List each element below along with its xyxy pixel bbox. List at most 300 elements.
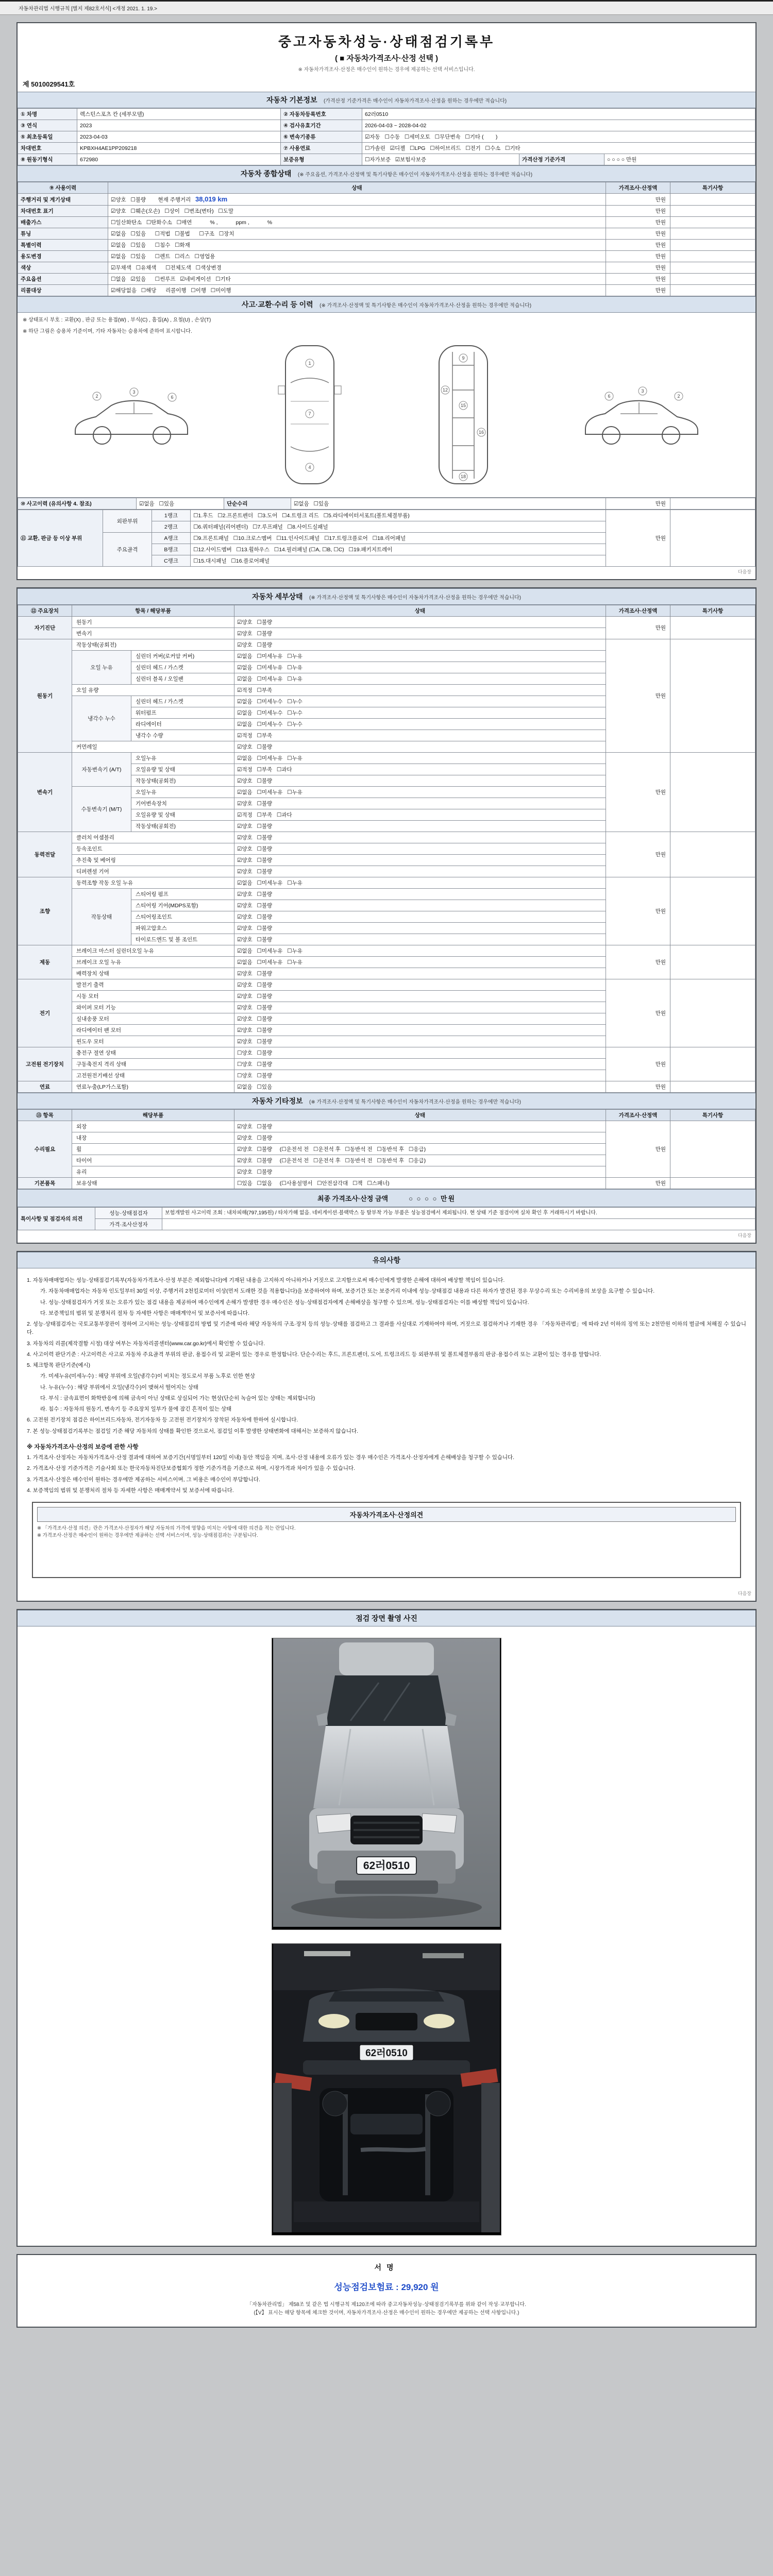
section-box-notice [16, 1251, 757, 1602]
item-label: 윈도우 모터 [72, 1036, 234, 1047]
notice-paragraph: 1. 가격조사·산정자는 자동차가격조사·산정 결과에 대하여 보증기간(서명일부터 120일 이내) 동안 책임을 지며, 조사·산정 내용에 오류가 있는 경우 매수인은 가격조사·산정자에게 손해배상을 청구할 수 있습니다. [27, 1454, 515, 1461]
accident-history-status: ☑없음 ☐있음 [137, 498, 224, 510]
note-cell [670, 228, 755, 240]
price-cell: 만원 [606, 206, 670, 217]
item-label: 원동기 [72, 617, 234, 628]
notice-paragraph: 1. 자동차매매업자는 성능·상태점검기록부(자동차가격조사·산정 부분은 제외합니다)에 기재된 내용을 고지하지 아니하거나 거짓으로 고지함으로써 매수인에게 발생한 손해에 대하여 배상할 책임이 있습니다. [27, 1277, 505, 1283]
svg-text:12: 12 [442, 387, 448, 393]
panel-exchange-table [18, 510, 755, 567]
panel-group-label: 주요골격 [103, 533, 152, 567]
note-cell [670, 285, 755, 296]
sub-group-label: 오일 누유 [72, 651, 131, 685]
field-value: 렉스턴스포츠 칸 (세부모델) [77, 109, 281, 120]
svg-text:18: 18 [460, 474, 466, 479]
price-opinion-empty-area [37, 1540, 736, 1573]
price-cell: 만원 [606, 832, 670, 877]
device-label: 동력전달 [18, 832, 72, 877]
car-headlight-right [421, 1814, 457, 1833]
status-cell: ☑양호 ☐불량 [234, 1036, 606, 1047]
status-cell: ☑없음 ☐미세누유 ☐누유 [234, 877, 606, 889]
car-windshield [326, 1675, 447, 1726]
simple-repair-status: ☑없음 ☐있음 [291, 498, 606, 510]
device-label: 원동기 [18, 639, 72, 753]
field-value: 672980 [77, 154, 281, 165]
item-label: 내장 [72, 1132, 234, 1144]
rank-label: C랭크 [152, 555, 191, 567]
item-label: 실내송풍 모터 [72, 1013, 234, 1025]
notice-paragraph-list [27, 1276, 746, 1435]
section-overall-title [18, 165, 755, 182]
usage-history-label: 주요옵션 [18, 274, 108, 285]
status-cell: ☑양호 ☐불량 [234, 1121, 606, 1132]
item-label: 발전기 출력 [72, 979, 234, 991]
inspection-photo-front-image [272, 1638, 501, 1927]
basic-info-table [18, 108, 755, 165]
status-cell: ☑없음 ☐미세누수 ☐누수 [234, 696, 606, 707]
item-label: 변속기 [72, 628, 234, 639]
status-text: ☑양호 ☐훼손(오손) ☐상이 ☐변조(변타) ☐도말 [111, 208, 234, 214]
usage-history-label: 색상 [18, 262, 108, 274]
sub-group-label: 수동변속기 (M/T) [72, 787, 131, 832]
next-page-mark: 다음장 [737, 1233, 751, 1238]
section-accident-title [18, 296, 755, 313]
signature-heading: 서명 [374, 2263, 399, 2272]
price-opinion-box-title: 자동차가격조사·산정의견 [37, 1507, 736, 1522]
section-title-text: 점검 장면 촬영 사진 [356, 1614, 417, 1622]
section-title-note: (※ 주요옵션, 가격조사·산정액 및 특기사항은 매수인이 자동차가격조사·산정을 원하는 경우에만 적습니다) [297, 172, 533, 178]
item-label: 충전구 절연 상태 [72, 1047, 234, 1059]
field-value: ☑자동 ☐수동 ☐세미오토 ☐무단변속 ☐기타 ( ) [362, 131, 755, 143]
notice-paragraph: 6. 고전원 전기장치 점검은 하이브리드자동차, 전기자동차 등 고전원 전기장치가 장착된 자동차에 한하여 실시합니다. [27, 1417, 298, 1423]
status-cell [108, 228, 606, 240]
price-guarantee-paragraph-list [27, 1453, 746, 1495]
column-header: ⑨ 사용이력 [18, 182, 108, 194]
document-number: 제 5010029541호 [23, 80, 75, 88]
car-oil-pan [350, 2114, 423, 2134]
section-notice-title [18, 1252, 755, 1268]
item-label: 라디에이터 팬 모터 [72, 1025, 234, 1036]
inspection-photo-underbody [272, 1943, 501, 2235]
field-label: 보증유형 [281, 154, 362, 165]
car-headlight-left [318, 2014, 349, 2028]
notice-paragraph: 3. 자동차의 리콜(제작결함 시정) 대상 여부는 자동차리콜센터(www.car.go.kr)에서 확인할 수 있습니다. [27, 1340, 265, 1347]
status-cell: ☑없음 ☐미세누수 ☐누수 [234, 719, 606, 730]
notice-paragraph: 3. 가격조사·산정은 매수인이 원하는 경우에만 제공하는 서비스이며, 그 비용은 매수인이 부담합니다. [27, 1476, 260, 1483]
item-label: 고전원전기배선 상태 [72, 1070, 234, 1081]
item-label: 파워고압호스 [131, 923, 234, 934]
svg-text:6: 6 [608, 394, 611, 399]
car-wheel [426, 2091, 450, 2116]
exchange-panel-label: ⑪ 교환, 판금 등 이상 부위 [18, 510, 103, 567]
price-cell: 만원 [606, 194, 670, 206]
price-opinion-box-note: ※ 「가격조사·산정 의견」란은 가격조사·산정자가 해당 자동차의 가격에 영향을 미치는 사항에 대한 의견을 적는 란입니다. [37, 1526, 296, 1532]
status-cell: ☑없음 ☐미세누수 ☐누수 [234, 707, 606, 719]
field-label: 차대번호 [18, 143, 77, 154]
column-header: 가격조사·산정액 [606, 1110, 670, 1121]
item-label: 동력조향 작동 오일 누유 [72, 877, 234, 889]
item-label: 냉각수 수량 [131, 730, 234, 741]
device-label: 변속기 [18, 753, 72, 832]
device-label: 자기진단 [18, 617, 72, 639]
item-label: 실린더 커버(로커암 커버) [131, 651, 234, 662]
status-text: ☑없음 ☐있음 ☐침수 ☐화재 [111, 242, 190, 248]
rank-items: ☐12.사이드멤버 ☐13.휠하우스 ☐14.필러패널 (☐A, ☐B, ☐C) ☐19.패키지트레이 [191, 544, 606, 555]
vehicle-top-diagram-icon [271, 341, 348, 490]
shop-floor [294, 2201, 479, 2222]
status-cell: ☐양호 ☐불량 [234, 1070, 606, 1081]
vehicle-side-right-diagram-icon [578, 341, 707, 490]
rank-label: 2랭크 [152, 521, 191, 533]
form-subtitle-note: ※ 자동차가격조사·산정은 매수인이 원하는 경우에 제공하는 선택 서비스입니다. [298, 67, 475, 73]
form-title: 중고자동차성능·상태점검기록부 [278, 34, 495, 49]
field-value: 62러0510 [362, 109, 755, 120]
column-header: ⑫ 주요장치 [18, 605, 72, 617]
status-cell: ☑양호 ☐불량 [234, 775, 606, 787]
item-label: 라디에이터 [131, 719, 234, 730]
item-label: 작동상태(공회전) [72, 639, 234, 651]
section-title-text: 사고·교환·수리 등 이력 [241, 300, 313, 309]
note-cell [670, 1121, 755, 1178]
notice-paragraph: 4. 보증책임의 범위 및 분쟁처리 절차 등 자세한 사항은 매매계약서 및 보증서에 따릅니다. [27, 1487, 234, 1494]
svg-text:3: 3 [132, 389, 136, 395]
status-cell: ☐양호 ☐불량 [234, 1047, 606, 1059]
usage-history-label: 리콜대상 [18, 285, 108, 296]
item-label: 작동상태(공회전) [131, 821, 234, 832]
inspector-opinion-text [162, 1219, 755, 1230]
section-title-text: 자동차 종합상태 [240, 170, 292, 178]
price-cell: 만원 [606, 285, 670, 296]
section-photos-title [18, 1610, 755, 1626]
car-bumper [303, 2060, 470, 2075]
item-label: 스티어링조인트 [131, 911, 234, 923]
vehicle-damage-diagrams [18, 335, 755, 498]
price-cell: 만원 [606, 877, 670, 945]
column-header: 가격조사·산정액 [606, 605, 670, 617]
sub-group-label: 냉각수 누수 [72, 696, 131, 741]
note-cell [670, 194, 755, 206]
field-label: ⑤ 최초등록일 [18, 131, 77, 143]
section-title-text: 유의사항 [372, 1256, 401, 1264]
car-roof [339, 1642, 434, 1675]
status-cell: ☑양호 ☐불량 [234, 968, 606, 979]
device-label: 조향 [18, 877, 72, 945]
next-page-mark: 다음장 [737, 1590, 751, 1596]
status-cell: ☑양호 ☐불량 [234, 843, 606, 855]
section-basic-title [18, 92, 755, 108]
signature-section [16, 2254, 757, 2328]
status-cell [108, 251, 606, 262]
notice-paragraph: 5. 체크항목 판단기준(예시) [27, 1362, 91, 1369]
status-cell: ☑없음 ☐있음 [234, 1081, 606, 1093]
status-cell: ☑양호 ☐불량 (☐운전석 전 ☐운전석 후 ☐동반석 전 ☐동반석 후 ☐응급) [234, 1144, 606, 1155]
inspector-role-label: 성능·상태점검자 [95, 1208, 162, 1219]
item-label: 구동축전지 격리 상태 [72, 1059, 234, 1070]
status-text: ☑없음 ☐있음 ☐적법 ☐불법 ☐구조 ☐장치 [111, 231, 234, 237]
inspection-photo-underbody-image [272, 1944, 501, 2232]
car-grille [356, 2013, 417, 2030]
status-cell: ☑양호 ☐불량 [234, 923, 606, 934]
column-header: 상태 [234, 605, 606, 617]
price-cell: 만원 [606, 1121, 670, 1178]
price-cell: 만원 [606, 979, 670, 1047]
section-box-photos [16, 1609, 757, 2247]
item-label: 와이퍼 모터 기능 [72, 1002, 234, 1013]
svg-text:6: 6 [171, 395, 174, 400]
item-label: 오일유량 및 상태 [131, 809, 234, 821]
item-label: 타이로드엔드 및 볼 조인트 [131, 934, 234, 945]
section-box-detail [16, 587, 757, 1244]
notice-paragraph: 2. 가격조사·산정 기준가격은 기술사회 또는 한국자동차진단보증협회가 정한 기준가격을 기준으로 하며, 시장가격과 차이가 있을 수 있습니다. [27, 1465, 356, 1472]
item-label: 타이어 [72, 1155, 234, 1166]
note-cell [670, 240, 755, 251]
svg-text:9: 9 [462, 355, 465, 361]
status-cell: ☑적정 ☐부족 [234, 730, 606, 741]
status-cell: ☑양호 ☐불량 [234, 821, 606, 832]
car-headlight-left [316, 1814, 352, 1833]
field-label: ① 차명 [18, 109, 77, 120]
note-cell [670, 945, 755, 979]
status-text: ☑양호 ☐불량 현재 주행거리 [111, 197, 196, 203]
column-header: 상태 [108, 182, 606, 194]
mileage-value: 38,019 km [195, 195, 228, 203]
usage-history-label: 배출가스 [18, 217, 108, 228]
status-cell: ☑양호 ☐불량 [234, 911, 606, 923]
status-cell: ☑없음 ☐미세누유 ☐누유 [234, 673, 606, 685]
insurance-fee-value: 29,920 원 [401, 2282, 439, 2292]
price-cell: 만원 [606, 1047, 670, 1081]
status-cell: ☑없음 ☐미세누유 ☐누유 [234, 662, 606, 673]
status-cell: ☑없음 ☐미세누유 ☐누유 [234, 753, 606, 764]
note-cell [670, 1081, 755, 1093]
inspector-opinion-table [18, 1207, 755, 1230]
item-label: 커먼레일 [72, 741, 234, 753]
status-cell: ☑양호 ☐불량 [234, 979, 606, 991]
status-cell: ☑적정 ☐부족 ☐과다 [234, 764, 606, 775]
status-cell: ☑양호 ☐불량 [234, 1166, 606, 1178]
note-cell [670, 877, 755, 945]
item-label: 보유상태 [72, 1178, 234, 1189]
status-cell: ☐양호 ☐불량 [234, 1059, 606, 1070]
legal-footer-line: 「자동차관리법」 제58조 및 같은 법 시행규칙 제120조에 따라 중고자동차성능·상태점검기록부를 위와 같이 작성·교부합니다. [247, 2301, 526, 2308]
field-label: ⑥ 변속기종류 [281, 131, 362, 143]
status-cell: ☑양호 ☐불량 [234, 628, 606, 639]
car-windshield [329, 1991, 444, 2002]
svg-text:3: 3 [641, 388, 644, 394]
status-text: ☑무채색 ☐유채색 ☐전체도색 ☐색상변경 [111, 265, 222, 271]
column-header: 가격조사·산정액 [606, 182, 670, 194]
status-text: ☐일산화탄소 ☐탄화수소 ☐매연 % , ppm , % [111, 219, 273, 226]
ceiling-light [304, 1951, 350, 1956]
note-cell [670, 1178, 755, 1189]
simple-repair-label: 단순수리 [224, 498, 291, 510]
field-value: ☐자가보증 ☑보험사보증 [362, 154, 519, 165]
notice-paragraph: 2. 성능·상태점검자는 국토교통부장관이 정하여 고시하는 성능·상태점검의 방법 및 기준에 따라 해당 자동차의 구조·장치 등의 성능·상태를 점검하고 그 결과를 사실대로 기재하여야 하며, 거짓으로 점검하거나 기재한 경우 「자동차관리법」에 따라 2년 이하의 징역 또는 2천만원 이하의 벌금에 처해질 수 있습니다. [27, 1321, 746, 1336]
field-value: 2023 [77, 120, 281, 131]
overall-condition-table [18, 182, 755, 296]
status-text: ☑없음 ☐있음 ☐렌트 ☐리스 ☐영업용 [111, 253, 215, 260]
field-label: ③ 연식 [18, 120, 77, 131]
accident-history-table [18, 498, 755, 510]
column-header: ⑬ 항목 [18, 1110, 72, 1121]
status-cell [108, 262, 606, 274]
status-cell: ☑없음 ☐미세누유 ☐누유 [234, 651, 606, 662]
note-cell [670, 262, 755, 274]
item-label: 외장 [72, 1121, 234, 1132]
note-cell [670, 251, 755, 262]
price-cell: 만원 [606, 617, 670, 639]
note-cell [670, 753, 755, 832]
status-cell: ☑양호 ☐불량 [234, 741, 606, 753]
status-cell: ☑적정 ☐부족 [234, 685, 606, 696]
status-cell: ☑양호 ☐불량 [234, 934, 606, 945]
item-label: 오일 유량 [72, 685, 234, 696]
lift-column-left [273, 2083, 292, 2232]
status-cell: ☑없음 ☐미세누유 ☐누유 [234, 957, 606, 968]
item-label: 기어변속장치 [131, 798, 234, 809]
inspection-photo-front [272, 1638, 501, 1930]
field-value: KPBXH4AE1PP209218 [77, 143, 281, 154]
rank-label: A랭크 [152, 533, 191, 544]
vehicle-side-left-diagram-icon [66, 341, 195, 490]
license-plate-number: 62러0510 [363, 1859, 410, 1872]
item-label: 워터펌프 [131, 707, 234, 719]
svg-text:16: 16 [478, 430, 484, 435]
svg-text:2: 2 [95, 394, 98, 399]
item-label: 연료누출(LP가스포함) [72, 1081, 234, 1093]
insurance-fee-label: 성능점검보험료 : [334, 2282, 399, 2292]
final-price-label: 최종 가격조사·산정 금액 [317, 1195, 389, 1202]
item-label: 브레이크 오일 누유 [72, 957, 234, 968]
item-label: 클러치 어셈블리 [72, 832, 234, 843]
status-cell: ☑양호 ☐불량 [234, 1013, 606, 1025]
note-cell [670, 274, 755, 285]
item-label: 디퍼렌셜 기어 [72, 866, 234, 877]
status-cell: ☑양호 ☐불량 [234, 617, 606, 628]
section-detail-title [18, 588, 755, 605]
status-text: ☑해당없음 ☐해당 리콜이행 ☐이행 ☐미이행 [111, 287, 231, 294]
status-cell: ☑양호 ☐불량 [234, 991, 606, 1002]
next-page-mark: 다음장 [737, 569, 751, 574]
status-cell: ☑양호 ☐불량 [234, 1132, 606, 1144]
damage-code-legend: ※ 상태표시 부호 : 교환(X) , 판금 또는 용접(W) , 부식(C) , 흠집(A) , 요철(U) , 손상(T) [23, 317, 211, 323]
column-header: 특기사항 [670, 1110, 755, 1121]
note-cell [670, 498, 755, 510]
rank-items: ☐15.대시패널 ☐16.플로어패널 [191, 555, 606, 567]
sub-group-label: 자동변속기 (A/T) [72, 753, 131, 787]
price-opinion-box [32, 1502, 741, 1578]
item-label: 등속조인트 [72, 843, 234, 855]
field-label: ⑦ 사용연료 [281, 143, 362, 154]
item-label: 실린더 헤드 / 가스켓 [131, 696, 234, 707]
price-cell: 만원 [606, 1081, 670, 1093]
svg-text:7: 7 [308, 411, 311, 416]
notice-paragraph: 다. 보증책임의 범위 및 분쟁처리 절차 등 자세한 사항은 매매계약서 및 보증서에 따릅니다. [40, 1310, 249, 1316]
inspector-role-label: 가격·조사산정자 [95, 1219, 162, 1230]
status-cell [108, 194, 606, 206]
svg-text:15: 15 [460, 403, 466, 408]
usage-history-label: 튜닝 [18, 228, 108, 240]
item-label: 실린더 블록 / 오일팬 [131, 673, 234, 685]
car-wheel [323, 2091, 347, 2116]
status-cell: ☑양호 ☐불량 [234, 798, 606, 809]
note-cell [670, 979, 755, 1047]
status-cell: ☑양호 ☐불량 [234, 889, 606, 900]
rank-items: ☐9.프론트패널 ☐10.크로스멤버 ☐11.인사이드패널 ☐17.트렁크플로어 ☐18.리어패널 [191, 533, 606, 544]
status-cell [108, 240, 606, 251]
status-cell [108, 217, 606, 228]
note-cell [670, 639, 755, 753]
svg-text:2: 2 [677, 394, 680, 399]
svg-text:4: 4 [308, 465, 311, 470]
item-label: 휠 [72, 1144, 234, 1155]
item-label: 실린더 헤드 / 가스켓 [131, 662, 234, 673]
car-exhaust-pipe [361, 2149, 426, 2150]
item-label: 작동상태(공회전) [131, 775, 234, 787]
field-label: 가격산정 기준가격 [519, 154, 604, 165]
price-cell: 만원 [606, 251, 670, 262]
usage-history-label: 특별이력 [18, 240, 108, 251]
status-cell [108, 285, 606, 296]
status-cell: ☑양호 ☐불량 [234, 900, 606, 911]
note-cell [670, 1047, 755, 1081]
final-price-band [18, 1189, 755, 1207]
inspection-insurance-fee [28, 2280, 745, 2293]
section-title-text: 자동차 기본정보 [266, 96, 317, 104]
sub-group-label: 작동상태 [72, 889, 131, 945]
item-label: 오일누유 [131, 787, 234, 798]
detail-condition-table [18, 605, 755, 1093]
price-cell: 만원 [606, 274, 670, 285]
price-cell: 만원 [606, 753, 670, 832]
notice-paragraph: 다. 부식 : 금속표면이 화학반응에 의해 금속이 아닌 상태로 상실되어 가는 현상(단순히 녹슬어 있는 상태는 제외합니다) [40, 1395, 315, 1401]
svg-text:1: 1 [308, 361, 311, 366]
notice-paragraph: 7. 본 성능·상태점검기록부는 점검일 기준 해당 자동차의 상태를 확인한 것으로서, 점검일 이후 발생한 상태변화에 대해서는 보증하지 않습니다. [27, 1428, 358, 1434]
section-title-note: (※ 가격조사·산정액 및 특기사항은 매수인이 자동차가격조사·산정을 원하는 경우에만 적습니다) [309, 1099, 522, 1105]
status-cell [108, 206, 606, 217]
section-title-text: 자동차 세부상태 [251, 592, 303, 601]
form-law-reference: 자동차관리법 시행규칙 [별지 제82호서식] <개정 2021. 1. 19.> [0, 0, 773, 15]
usage-history-label: 차대번호 표기 [18, 206, 108, 217]
accident-history-label: ⑩ 사고이력 (유의사항 4. 참조) [18, 498, 137, 510]
notice-paragraph: 나. 성능·상태점검자가 거짓 또는 오류가 있는 점검 내용을 제공하여 매수인에게 손해가 발생한 경우 매수인은 성능·상태점검자에게 손해배상을 청구할 수 있으며, 성능·상태점검자는 이를 배상할 책임이 있습니다. [40, 1299, 529, 1306]
status-cell: ☑양호 ☐불량 [234, 639, 606, 651]
field-label: ④ 검사유효기간 [281, 120, 362, 131]
price-cell: 만원 [606, 262, 670, 274]
lift-column-right [481, 2083, 500, 2232]
form-header [18, 23, 755, 77]
price-cell: 만원 [606, 228, 670, 240]
license-plate-number: 62러0510 [365, 2047, 408, 2059]
status-cell: ☑적정 ☐부족 ☐과다 [234, 809, 606, 821]
item-label: 오일유량 및 상태 [131, 764, 234, 775]
usage-history-label: 주행거리 및 계기상태 [18, 194, 108, 206]
section-box-main [16, 22, 757, 580]
note-cell [670, 832, 755, 877]
price-cell: 만원 [606, 639, 670, 753]
item-label: 배력장치 상태 [72, 968, 234, 979]
notice-paragraph: 가. 자동차매매업자는 자동차 인도일부터 30일 이상, 주행거리 2천킬로미터 이상(먼저 도래한 것을 적용합니다)을 보증하여야 하며, 보증기간 또는 보증거리 이내에 성능·상태점검 내용과 다른 하자가 발견된 경우 무상수리 또는 수리비용의 보상을 요구할 수 있습니다. [40, 1288, 655, 1295]
field-label: ⑧ 원동기형식 [18, 154, 77, 165]
section-title-text: 자동차 기타정보 [251, 1097, 303, 1105]
price-opinion-box-note: ※ 가격조사·산정은 매수인이 원하는 경우에만 제공하는 선택 서비스이며, 성능·상태점검과는 구분됩니다. [37, 1533, 258, 1539]
special-notes-label: 특이사항 및 점검자의 의견 [18, 1208, 95, 1230]
status-cell [108, 274, 606, 285]
price-cell: 만원 [606, 217, 670, 228]
inspector-opinion-text: 보험개발원 사고이력 조회 : 내차피해(797,195원) / 타차가해 없음. 네비게이션·블랙박스 등 탈부착 가능 부품은 성능점검에서 제외됩니다. 현 상태 기준 점검이며 실차 확인 후 거래하시기 바랍니다. [162, 1208, 755, 1219]
status-cell: ☑양호 ☐불량 [234, 1002, 606, 1013]
section-etc-title [18, 1093, 755, 1109]
vehicle-underbody-diagram-icon [425, 341, 502, 490]
